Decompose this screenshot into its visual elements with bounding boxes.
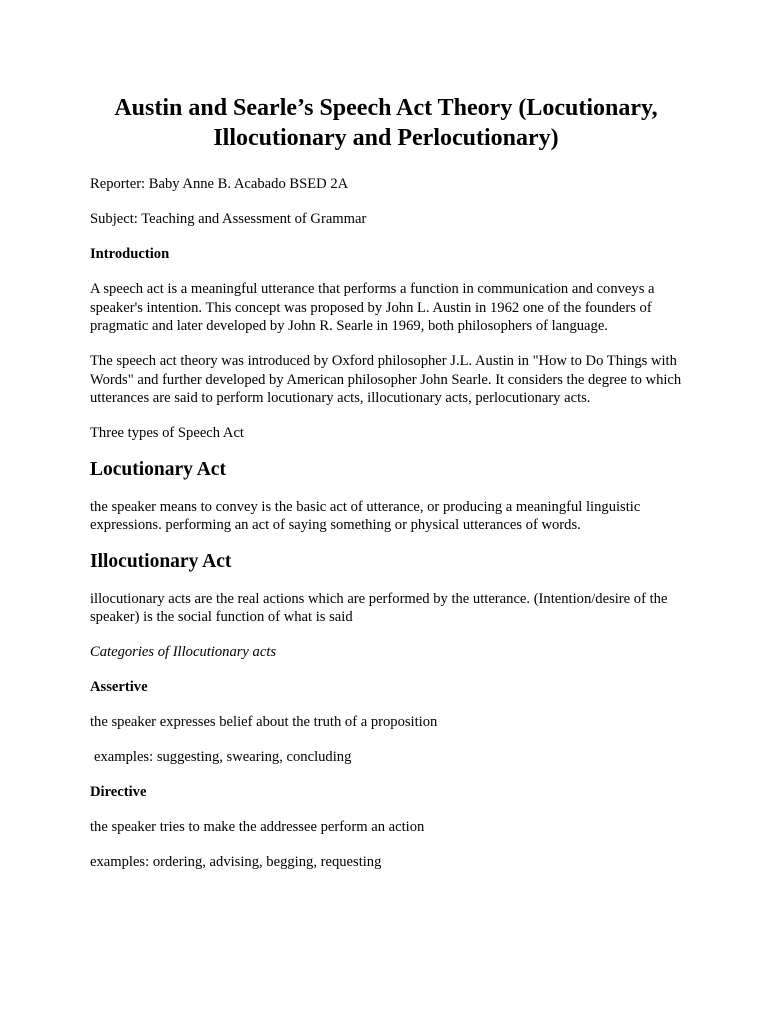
reporter-line: Reporter: Baby Anne B. Acabado BSED 2A — [90, 176, 349, 192]
introduction-heading: Introduction — [90, 246, 170, 262]
locutionary-text: the speaker means to convey is the basic act of utterance, or producing a meaningful linguistic expressions. performing an act of saying something or physical utterances of words. — [90, 498, 641, 533]
document-title: Austin and Searle’s Speech Act Theory (Locutionary, Illocutionary and Perlocutionary) — [114, 95, 658, 151]
three-types-line: Three types of Speech Act — [90, 425, 244, 441]
categories-label: Categories of Illocutionary acts — [90, 644, 277, 660]
locutionary-heading: Locutionary Act — [90, 458, 226, 480]
document-page — [90, 93, 682, 872]
assertive-text: the speaker expresses belief about the truth of a proposition — [90, 714, 438, 730]
illocutionary-heading: Illocutionary Act — [90, 550, 232, 572]
illocutionary-text: illocutionary acts are the real actions which are performed by the utterance. (Intention/desire of the speaker) is the social function of what is said — [90, 590, 668, 625]
directive-heading: Directive — [90, 784, 147, 800]
directive-text: the speaker tries to make the addressee perform an action — [90, 819, 425, 835]
intro-paragraph-2: The speech act theory was introduced by Oxford philosopher J.L. Austin in "How to Do Things with Words" and further developed by American philosopher John Searle. It considers the degree to which utterances are said to perform locutionary acts, illocutionary acts, perlocutionary acts. — [90, 353, 682, 406]
subject-line: Subject: Teaching and Assessment of Grammar — [90, 211, 367, 227]
directive-examples: examples: ordering, advising, begging, requesting — [90, 854, 382, 870]
intro-paragraph-1: A speech act is a meaningful utterance that performs a function in communication and conveys a speaker's intention. This concept was proposed by John L. Austin in 1962 one of the founders of pragmatic and later developed by John R. Searle in 1969, both philosophers of language. — [90, 281, 655, 334]
assertive-heading: Assertive — [90, 679, 148, 695]
assertive-examples: examples: suggesting, swearing, concluding — [94, 749, 352, 765]
